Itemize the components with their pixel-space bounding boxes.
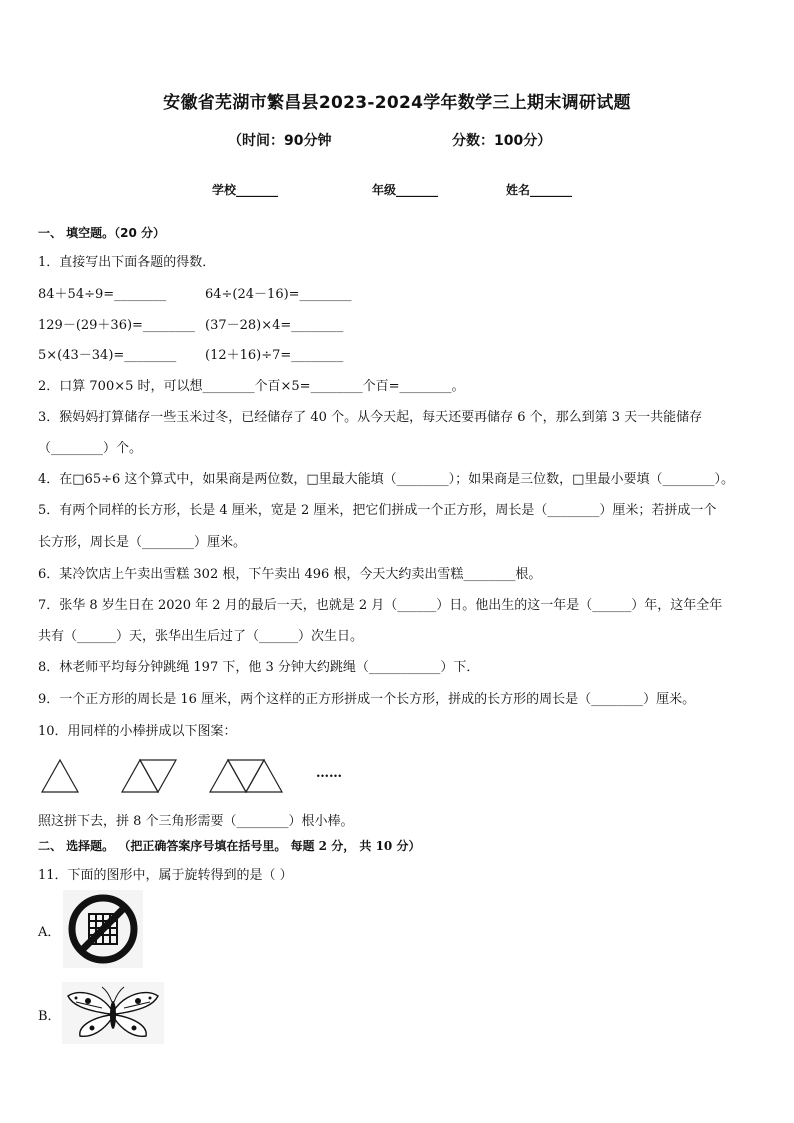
question-10-ask: 照这拼下去，拼 8 个三角形需要（________）根小棒。: [38, 814, 354, 829]
q1-item-1: 84＋54÷9=________: [38, 287, 167, 302]
question-1: 1．直接写出下面各题的得数．: [38, 255, 216, 270]
question-3-line2: （________）个。: [38, 441, 143, 456]
q1-item-3: 129－(29＋36)=________: [38, 318, 195, 333]
triangle-2b: [140, 760, 176, 792]
grade-field: 年级_______: [372, 183, 439, 197]
triangle-3a: [210, 760, 246, 792]
pattern-continuation: ……: [316, 766, 342, 781]
triangle-3b: [228, 760, 264, 792]
section2-heading: 二、 选择题。: [38, 839, 115, 853]
question-9: 9．一个正方形的周长是 16 厘米，两个这样的正方形拼成一个长方形，拼成的长方形的周长是（________）厘米。: [38, 692, 696, 707]
triangle-2a: [122, 760, 158, 792]
school-field: 学校_______: [212, 183, 279, 197]
question-7-line2: 共有（______）天，张华出生后过了（______）次生日。: [38, 629, 364, 644]
option-b-label: B．: [38, 1009, 61, 1024]
question-7-line1: 7．张华 8 岁生日在 2020 年 2 月的最后一天，也就是 2 月（______）日。他出生的这一年是（______）年，这年全年: [38, 598, 723, 613]
exam-score: 分数：100分）: [452, 133, 552, 149]
section1-heading: 一、 填空题。（20 分）: [38, 226, 166, 240]
no-entry-sign-icon: [63, 890, 143, 968]
q1-item-5: 5×(43－34)=________: [38, 348, 177, 363]
question-5-line2: 长方形，周长是（________）厘米。: [38, 535, 247, 550]
question-8: 8．林老师平均每分钟跳绳 197 下，他 3 分钟大约跳绳（___________）下．: [38, 660, 480, 675]
question-6: 6．某冷饮店上午卖出雪糕 302 根，下午卖出 496 根，今天大约卖出雪糕________根。: [38, 567, 542, 582]
exam-time: （时间：90分钟: [228, 133, 332, 149]
triangle-1: [42, 760, 78, 792]
question-3-line1: 3．猴妈妈打算储存一些玉米过冬，已经储存了 40 个。从今天起，每天还要再储存 6 个，那么到第 3 天一共能储存: [38, 410, 703, 425]
section2-heading-row: [38, 837, 420, 854]
question-2: 2．口算 700×5 时，可以想________个百×5=________个百=________。: [38, 379, 465, 394]
question-10: 10．用同样的小棒拼成以下图案：: [38, 724, 237, 739]
question-4: 4．在□65÷6 这个算式中，如果商是两位数，□里最大能填（________）；如果商是三位数，□里最小要填（________）。: [38, 472, 734, 487]
name-field: 姓名_______: [506, 183, 573, 197]
triangle-pattern-figure: [36, 756, 296, 796]
q1-item-6: (12＋16)÷7=________: [205, 348, 344, 363]
q1-item-4: (37－28)×4=________: [205, 318, 344, 333]
q1-item-2: 64÷(24－16)=________: [205, 287, 352, 302]
option-a-label: A．: [38, 925, 61, 940]
question-5-line1: 5．有两个同样的长方形，长是 4 厘米，宽是 2 厘米，把它们拼成一个正方形，周长是（________）厘米；若拼成一个: [38, 503, 717, 518]
question-11: 11．下面的图形中，属于旋转得到的是（ ）: [38, 868, 293, 883]
page-title: 安徽省芜湖市繁昌县2023-2024学年数学三上期末调研试题: [163, 93, 631, 113]
butterfly-icon: [62, 982, 164, 1044]
section2-note: （把正确答案序号填在括号里。 每题 2 分， 共 10 分）: [118, 839, 421, 853]
triangle-3c: [246, 760, 282, 792]
